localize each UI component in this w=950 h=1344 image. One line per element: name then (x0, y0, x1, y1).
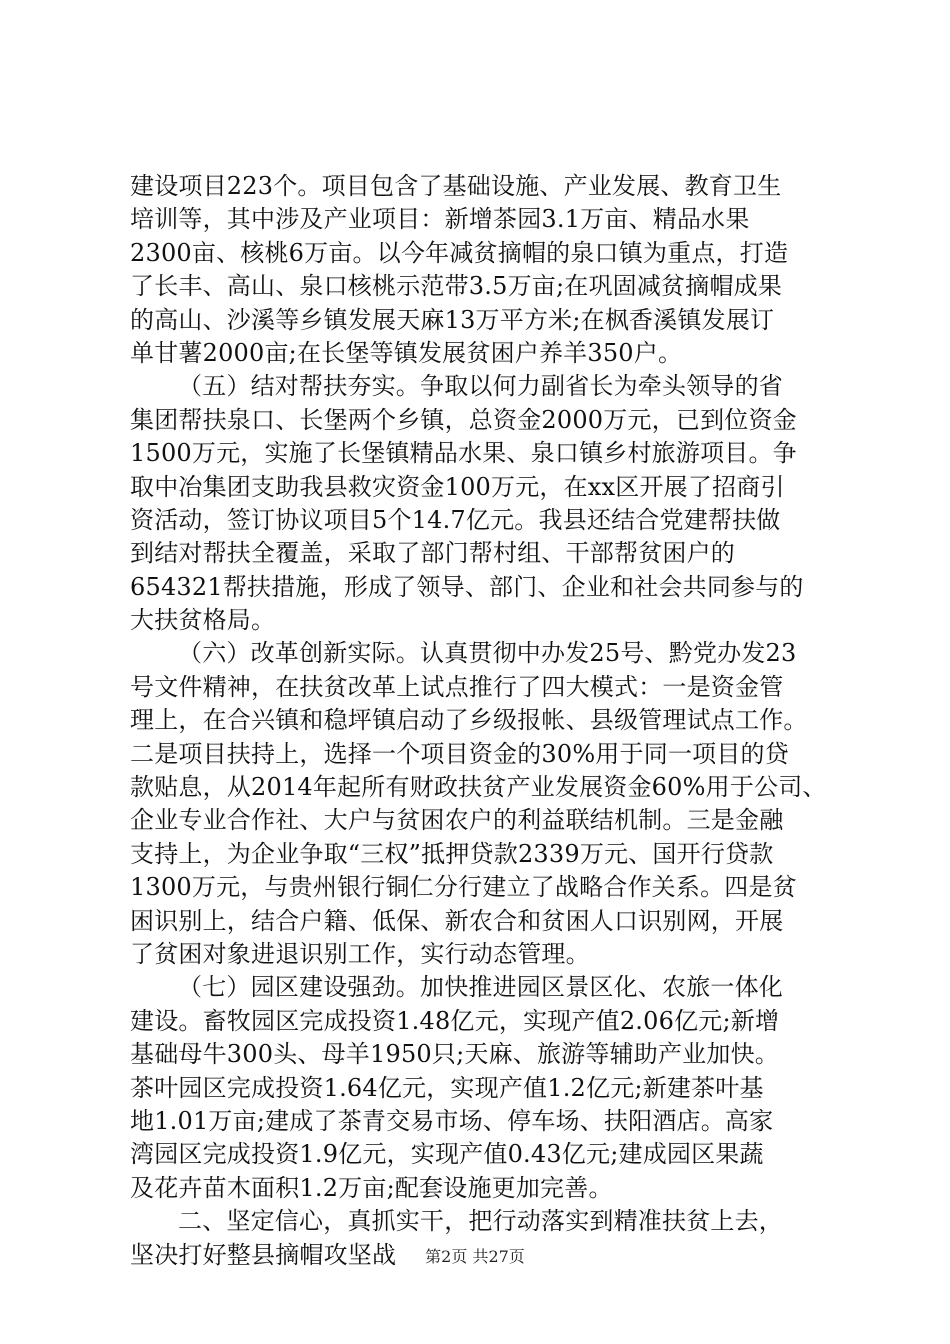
text-line: 1300万元，与贵州银行铜仁分行建立了战略合作关系。四是贫 (130, 873, 797, 902)
document-body (130, 170, 830, 1272)
paragraph-1 (130, 170, 830, 370)
heading-line: 坚决打好整县摘帽攻坚战 (130, 1240, 397, 1269)
text-line: 654321帮扶措施，形成了领导、部门、企业和社会共同参与的 (130, 572, 804, 601)
text-line: 到结对帮扶全覆盖，采取了部门帮村组、干部帮贫困户的 (130, 539, 735, 568)
text-line: 培训等，其中涉及产业项目：新增茶园3.1万亩、精品水果 (130, 205, 750, 234)
paragraph-2 (130, 370, 830, 637)
text-line: 困识别上，结合户籍、低保、新农合和贫困人口识别网，开展 (130, 906, 784, 935)
text-line: 了长丰、高山、泉口核桃示范带3.5万亩;在巩固减贫摘帽成果 (130, 272, 783, 301)
text-line: 的高山、沙溪等乡镇发展天麻13万平方米;在枫香溪镇发展订 (130, 305, 775, 334)
text-line: （五）结对帮扶夯实。争取以何力副省长为牵头领导的省 (178, 372, 783, 401)
page-number-footer: 第2页 共27页 (425, 1247, 525, 1266)
text-line: 地1.01万亩;建成了茶青交易市场、停车场、扶阳酒店。高家 (130, 1106, 774, 1135)
text-line: 企业专业合作社、大户与贫困农户的利益联结机制。三是金融 (130, 806, 784, 835)
text-line: （七）园区建设强劲。加快推进园区景区化、农旅一体化 (178, 973, 783, 1002)
text-line: 建设。畜牧园区完成投资1.48亿元，实现产值2.06亿元;新增 (130, 1006, 780, 1035)
paragraph-4 (130, 971, 830, 1205)
text-line: 支持上，为企业争取“三权”抵押贷款2339万元、国开行贷款 (130, 839, 774, 868)
text-line: 茶叶园区完成投资1.64亿元，实现产值1.2亿元;新建茶叶基 (130, 1073, 764, 1102)
paragraph-3 (130, 637, 830, 971)
text-line: 资活动，签订协议项目5个14.7亿元。我县还结合党建帮扶做 (130, 505, 781, 534)
text-line: 号文件精神，在扶贫改革上试点推行了四大模式：一是资金管 (130, 672, 784, 701)
text-line: 取中冶集团支助我县救灾资金100万元，在xx区开展了招商引 (130, 472, 785, 501)
text-line: （六）改革创新实际。认真贯彻中办发25号、黔党办发23 (178, 639, 797, 668)
text-line: 基础母牛300头、母羊1950只;天麻、旅游等辅助产业加快。 (130, 1040, 779, 1069)
text-line: 及花卉苗木面积1.2万亩;配套设施更加完善。 (130, 1173, 613, 1202)
text-line: 建设项目223个。项目包含了基础设施、产业发展、教育卫生 (130, 172, 782, 200)
text-line: 集团帮扶泉口、长堡两个乡镇，总资金2000万元，已到位资金 (130, 405, 797, 434)
text-line: 湾园区完成投资1.9亿元，实现产值0.43亿元;建成园区果蔬 (130, 1140, 764, 1169)
heading-line: 二、坚定信心，真抓实干，把行动落实到精准扶贫上去， (178, 1207, 783, 1236)
text-line: 了贫困对象进退识别工作，实行动态管理。 (130, 939, 590, 968)
text-line: 大扶贫格局。 (130, 606, 276, 635)
text-line: 2300亩、核桃6万亩。以今年减贫摘帽的泉口镇为重点，打造 (130, 238, 789, 267)
text-line: 理上，在合兴镇和稳坪镇启动了乡级报帐、县级管理试点工作。 (130, 706, 808, 735)
text-line: 款贴息，从2014年起所有财政扶贫产业发展资金60%用于公司、 (130, 773, 827, 802)
text-line: 二是项目扶持上，选择一个项目资金的30%用于同一项目的贷 (130, 739, 789, 768)
text-line: 1500万元，实施了长堡镇精品水果、泉口镇乡村旅游项目。争 (130, 439, 797, 468)
text-line: 单甘薯2000亩;在长堡等镇发展贫困户养羊350户。 (130, 338, 683, 367)
